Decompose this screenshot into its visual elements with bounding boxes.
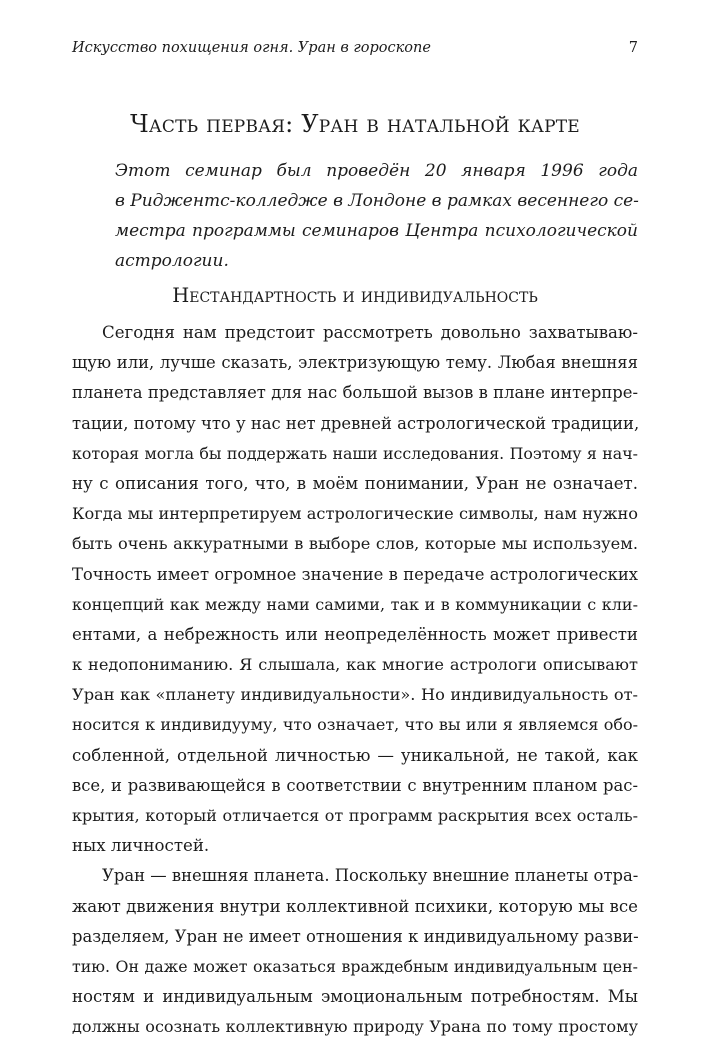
text-line: Точность имеет огромное значение в передаче астрологических bbox=[72, 564, 638, 584]
text-line: которая могла бы поддержать наши исследования. Поэтому я нач- bbox=[72, 443, 638, 463]
part-title: Часть первая: Уран в натальной карте bbox=[130, 110, 580, 138]
running-title: Искусство похищения огня. Уран в гороскопе bbox=[72, 40, 431, 56]
text-line: тию. Он даже может оказаться враждебным индивидуальным цен- bbox=[72, 956, 638, 976]
text-line: все, и развивающейся в соответствии с внутренним планом рас- bbox=[72, 775, 638, 795]
text-line: жают движения внутри коллективной психики, которую мы все bbox=[72, 896, 638, 916]
text-line: ентами, а небрежность или неопределённость может привести bbox=[72, 624, 638, 644]
intro-line: Этот семинар был проведён 20 января 1996 года bbox=[115, 161, 638, 181]
text-line: крытия, который отличается от программ раскрытия всех осталь- bbox=[72, 806, 638, 825]
text-line: ну с описания того, что, в моём понимании, Уран не означает. bbox=[72, 473, 638, 493]
text-line: к недопониманию. Я слышала, как многие астрологи описывают bbox=[72, 655, 638, 675]
text-line: носится к индивидууму, что означает, что вы или я являемся обо- bbox=[72, 715, 638, 735]
text-line: собленной, отдельной личностью — уникальной, не такой, как bbox=[72, 745, 638, 765]
text-line: быть очень аккуратными в выборе слов, которые мы используем. bbox=[72, 534, 638, 554]
text-line: тации, потому что у нас нет древней астрологической традиции, bbox=[72, 413, 640, 433]
text-line: ностям и индивидуальным эмоциональным потребностям. Мы bbox=[72, 987, 638, 1007]
page-number: 7 bbox=[628, 40, 638, 56]
text-line: планета представляет для нас большой вызов в плане интерпре- bbox=[72, 383, 638, 403]
text-line: Когда мы интерпретируем астрологические символы, нам нужно bbox=[72, 504, 638, 524]
text-line: щую или, лучше сказать, электризующую тему. Любая внешняя bbox=[72, 353, 638, 373]
paragraph-2 bbox=[72, 861, 638, 1042]
intro-line: местра программы семинаров Центра психологической bbox=[115, 221, 638, 241]
text-line: Уран как «планету индивидуальности». Но индивидуальность от- bbox=[72, 685, 638, 705]
intro-line: в Риджентс-колледже в Лондоне в рамках весеннего се- bbox=[115, 191, 639, 211]
running-header bbox=[72, 40, 638, 60]
section-heading: Нестандартность и индивидуальность bbox=[172, 284, 538, 307]
text-line: ных личностей. bbox=[72, 836, 210, 856]
text-line: концепций как между нами самими, так и в коммуникации с кли- bbox=[72, 594, 638, 614]
text-line: Сегодня нам предстоит рассмотреть довольно захватываю- bbox=[102, 323, 638, 342]
body-text bbox=[72, 318, 638, 1043]
text-line: разделяем, Уран не имеет отношения к индивидуальному разви- bbox=[72, 926, 639, 946]
paragraph-1 bbox=[72, 318, 638, 861]
text-line: должны осознать коллективную природу Урана по тому простому bbox=[72, 1017, 638, 1037]
intro-line: астрологии. bbox=[115, 251, 229, 271]
text-line: Уран — внешняя планета. Поскольку внешние планеты отра- bbox=[102, 866, 639, 886]
intro-paragraph bbox=[115, 156, 638, 276]
